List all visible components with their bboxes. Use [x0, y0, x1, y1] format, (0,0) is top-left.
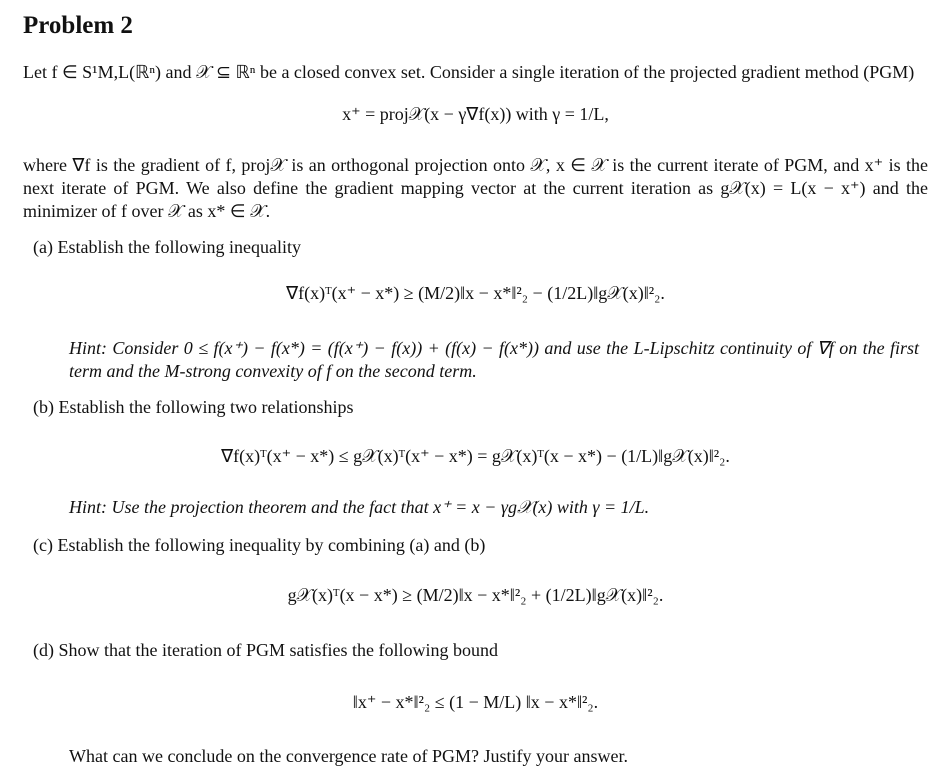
- part-b-label: (b) Establish the following two relationships: [33, 397, 354, 417]
- pgm-equation: x⁺ = proj𝒳(x − γ∇f(x)) with γ = 1/L,: [342, 104, 609, 124]
- part-d-label: (d) Show that the iteration of PGM satisfies the following bound: [33, 640, 498, 660]
- part-b-hint: Hint: Use the projection theorem and the fact that x⁺ = x − γg𝒳(x) with γ = 1/L.: [69, 497, 650, 517]
- part-a-hint: Hint: Consider 0 ≤ f(x⁺) − f(x*) = (f(x⁺) − f(x)) + (f(x) − f(x*)) and use the L-Lipschitz continuity of ∇f on the first term and the M-strong convexity of f on the second term.: [69, 338, 919, 381]
- intro-line: Let f ∈ S¹M,L(ℝⁿ) and 𝒳 ⊆ ℝⁿ be a closed convex set. Consider a single iteration of the projected gradient method (PGM): [23, 62, 915, 82]
- part-b-equation: ∇f(x)ᵀ(x⁺ − x*) ≤ g𝒳(x)ᵀ(x⁺ − x*) = g𝒳(x)ᵀ(x − x*) − (1/L)‖g𝒳(x)‖²₂.: [221, 446, 730, 466]
- part-a-label: (a) Establish the following inequality: [33, 237, 301, 257]
- part-d-question: What can we conclude on the convergence rate of PGM? Justify your answer.: [69, 746, 628, 766]
- part-c-label: (c) Establish the following inequality by combining (a) and (b): [33, 535, 486, 555]
- part-c-equation: g𝒳(x)ᵀ(x − x*) ≥ (M/2)‖x − x*‖²₂ + (1/2L)‖g𝒳(x)‖²₂.: [287, 585, 664, 605]
- problem-title: Problem 2: [23, 12, 133, 39]
- part-d-equation: ‖x⁺ − x*‖²₂ ≤ (1 − M/L) ‖x − x*‖²₂.: [352, 692, 599, 712]
- part-a-equation: ∇f(x)ᵀ(x⁺ − x*) ≥ (M/2)‖x − x*‖²₂ − (1/2L)‖g𝒳(x)‖²₂.: [286, 283, 665, 303]
- intro-description: where ∇f is the gradient of f, proj𝒳 is an orthogonal projection onto 𝒳, x ∈ 𝒳 is the current iterate of PGM, and x⁺ is the next iterate of PGM. We also define the gradient mapping vector at the current iteration as g𝒳(x) = L(x − x⁺) and the minimizer of f over 𝒳 as x* ∈ 𝒳.: [23, 155, 928, 221]
